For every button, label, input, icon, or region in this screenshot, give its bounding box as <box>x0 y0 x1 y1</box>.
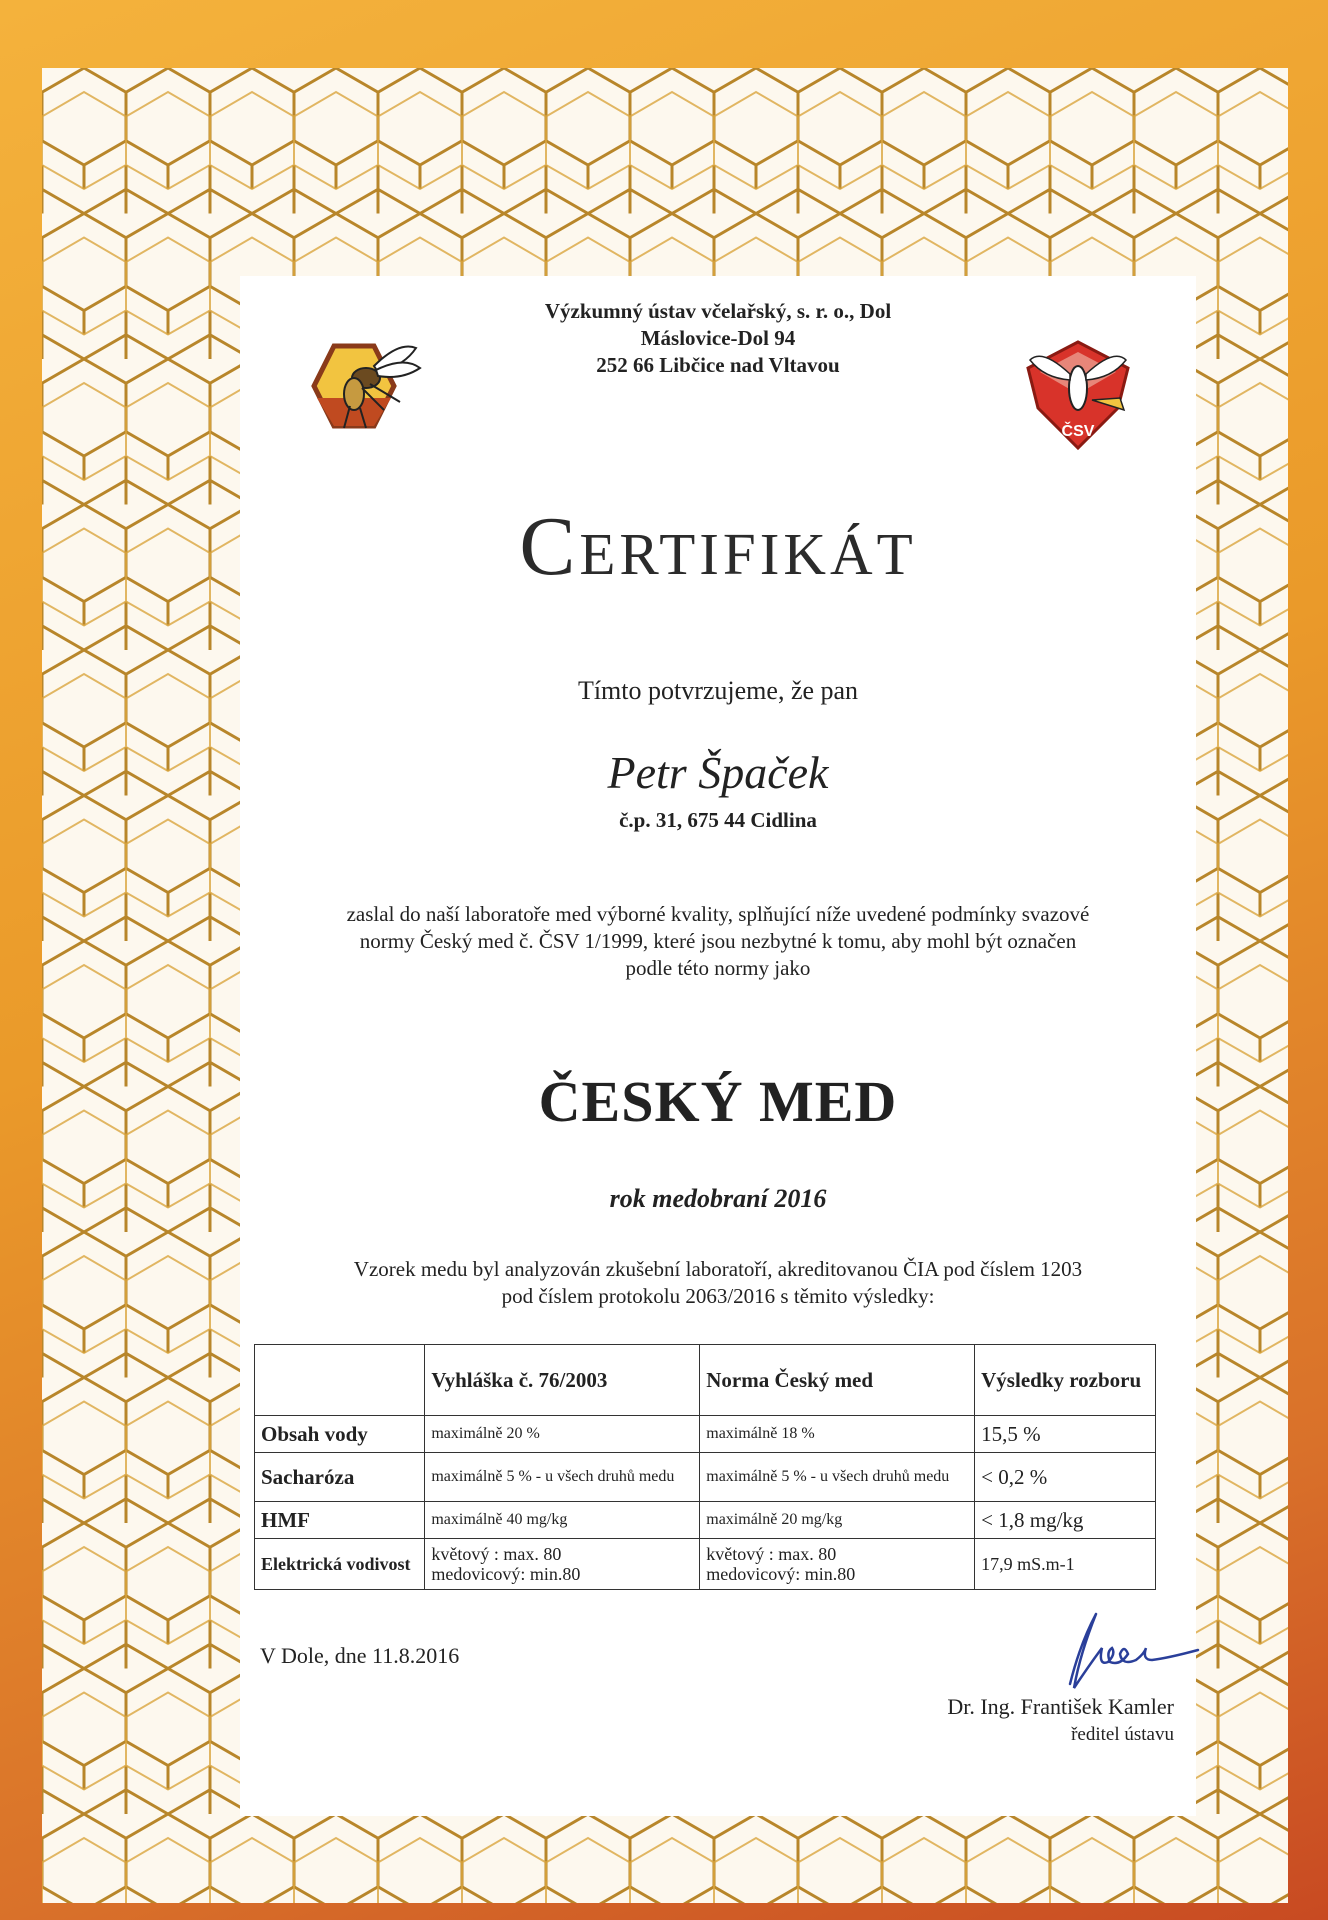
table-header <box>255 1345 425 1416</box>
statement-line: podle této normy jako <box>625 956 811 980</box>
recipient-name: Petr Špaček <box>607 747 829 798</box>
result-cell: < 0,2 % <box>975 1453 1156 1502</box>
decree-cell: maximálně 5 % - u všech druhů medu <box>425 1453 700 1502</box>
param-cell: Obsah vody <box>255 1416 425 1453</box>
norm-cell: maximálně 5 % - u všech druhů medu <box>700 1453 975 1502</box>
institute-city: 252 66 Libčice nad Vltavou <box>596 353 840 377</box>
confirm-text: Tímto potvrzujeme, že pan <box>577 676 859 705</box>
result-cell: 17,9 mS.m-1 <box>975 1539 1156 1590</box>
statement-line: normy Český med č. ČSV 1/1999, které jsou nezbytné k tomu, aby mohl být označen <box>359 929 1077 953</box>
recipient-address: č.p. 31, 675 44 Cidlina <box>619 808 817 832</box>
param-cell: HMF <box>255 1502 425 1539</box>
result-cell: 15,5 % <box>975 1416 1156 1453</box>
table-row <box>255 1539 1156 1590</box>
sample-paragraph <box>250 1256 1186 1310</box>
param-cell: Sacharóza <box>255 1453 425 1502</box>
sample-line: Vzorek medu byl analyzován zkušební laboratoří, akreditovanou ČIA pod číslem 1203 <box>353 1257 1083 1281</box>
param-cell: Elektrická vodivost <box>255 1539 425 1590</box>
table-row <box>255 1453 1156 1502</box>
decree-cell: maximálně 40 mg/kg <box>425 1502 700 1539</box>
table-header: Vyhláška č. 76/2003 <box>425 1345 700 1416</box>
place-date: V Dole, dne 11.8.2016 <box>260 1643 460 1668</box>
table-header: Norma Český med <box>700 1345 975 1416</box>
institute-header <box>390 298 1046 379</box>
norm-cell: maximálně 18 % <box>700 1416 975 1453</box>
result-cell: < 1,8 mg/kg <box>975 1502 1156 1539</box>
institute-name: Výzkumný ústav včelařský, s. r. o., Dol <box>544 299 892 323</box>
signature <box>1050 1604 1200 1694</box>
signatory-title: ředitel ústavu <box>1071 1724 1174 1745</box>
certificate-title: Certifikát <box>519 500 917 593</box>
table-row <box>255 1502 1156 1539</box>
decree-cell: maximálně 20 % <box>425 1416 700 1453</box>
bee-hexagon-logo <box>304 336 424 446</box>
table-header: Výsledky rozboru <box>975 1345 1156 1416</box>
csv-bee-shield-logo <box>1022 338 1134 453</box>
table-row <box>255 1416 1156 1453</box>
statement-line: zaslal do naší laboratoře med výborné kvality, splňující níže uvedené podmínky svazové <box>346 902 1090 926</box>
product-title: ČESKÝ MED <box>538 1069 898 1134</box>
institute-street: Máslovice-Dol 94 <box>640 326 796 350</box>
statement-paragraph <box>250 901 1186 982</box>
decree-cell: květový : max. 80 medovicový: min.80 <box>425 1539 700 1590</box>
signatory-name: Dr. Ing. František Kamler <box>947 1694 1174 1719</box>
harvest-year: rok medobraní 2016 <box>609 1184 827 1213</box>
results-table <box>254 1344 1156 1590</box>
norm-cell: maximálně 20 mg/kg <box>700 1502 975 1539</box>
certificate-panel <box>240 276 1196 1816</box>
table-header-row <box>255 1345 1156 1416</box>
honeycomb-frame <box>42 68 1288 1903</box>
csv-logo-text: ČSV <box>1061 423 1095 440</box>
sample-line: pod číslem protokolu 2063/2016 s těmito výsledky: <box>501 1284 935 1308</box>
norm-cell: květový : max. 80 medovicový: min.80 <box>700 1539 975 1590</box>
